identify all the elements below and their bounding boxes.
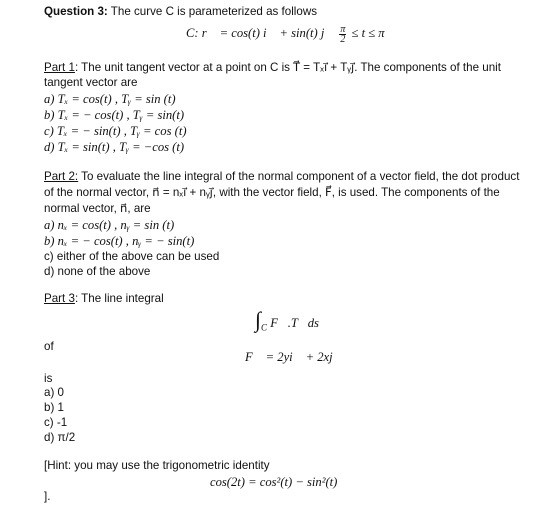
part3-label-rest: : The line integral [74,292,164,305]
part1-line1 [44,61,501,75]
part2-line2: of the normal vector, n⃗ = nₓi⃗ + nᵧj⃗, with the vector field, F⃗, is used. The components of the [44,186,500,199]
question-title: Question 3: [44,5,108,18]
part2-option-c: c) either of the above can be used [44,250,220,263]
curve-eq-text: C: r⃗ = cos(t) i⃗ + sin(t) j⃗ [186,26,335,40]
part3-label: Part 3 [44,292,75,305]
line-integral-expression [255,308,319,339]
hint-identity: cos(2t) = cos²(t) − sin²(t) [210,475,338,489]
part1-label: Part 1 [44,61,75,74]
integral-body: F⃗.T⃗ds [270,316,319,330]
range-numerator: π [340,23,346,35]
part3-is: is [44,372,53,385]
part3-option-d [44,431,75,445]
part2-line1 [44,170,519,184]
part2-label: Part 2: [44,170,79,183]
part3-option-d-text: d) π/2 [44,431,76,444]
integral-sign-icon: ∫ [255,307,262,332]
hint-close: ]. [44,490,51,503]
integral-subscript: C [261,322,268,333]
part3-option-c: c) -1 [44,416,68,429]
part2-option-a: a) nₓ = cos(t) , nᵧ = sin (t) [44,218,175,232]
field-equation: F⃗ = 2yi⃗ + 2xj⃗ [245,350,343,364]
part3-option-b: b) 1 [44,401,64,414]
part2-option-b: b) nₓ = − cos(t) , nᵧ = − sin(t) [44,234,195,248]
part2-option-d: d) none of the above [44,265,151,278]
hint-text: [Hint: you may use the trigonometric identity [44,459,270,472]
range-rest: ≤ t ≤ π [351,26,385,40]
part1-text-a: : The unit tangent vector at a point on C is T⃗ = Tₓi⃗ + Tᵧj⃗. The components of the unit [74,61,501,74]
part3-option-a: a) 0 [44,386,64,399]
range-denominator: 2 [340,33,346,45]
part2-line3: normal vector, n⃗, are [44,202,151,215]
question-intro: The curve C is parameterized as follows [110,5,317,18]
part2-text-1: To evaluate the line integral of the normal component of a vector field, the dot product [78,170,520,183]
part3-of: of [44,340,54,353]
part3-line1 [44,292,164,306]
part1-option-c: c) Tₓ = − sin(t) , Tᵧ = cos (t) [44,124,187,138]
part1-option-a: a) Tₓ = cos(t) , Tᵧ = sin (t) [44,92,176,106]
part1-option-b: b) Tₓ = − cos(t) , Tᵧ = sin(t) [44,108,185,122]
part1-line2: tangent vector are [44,76,138,89]
range-fraction [339,25,346,44]
question-header [44,5,317,19]
curve-equation [186,24,385,44]
part1-option-d: d) Tₓ = sin(t) , Tᵧ = −cos (t) [44,140,185,154]
